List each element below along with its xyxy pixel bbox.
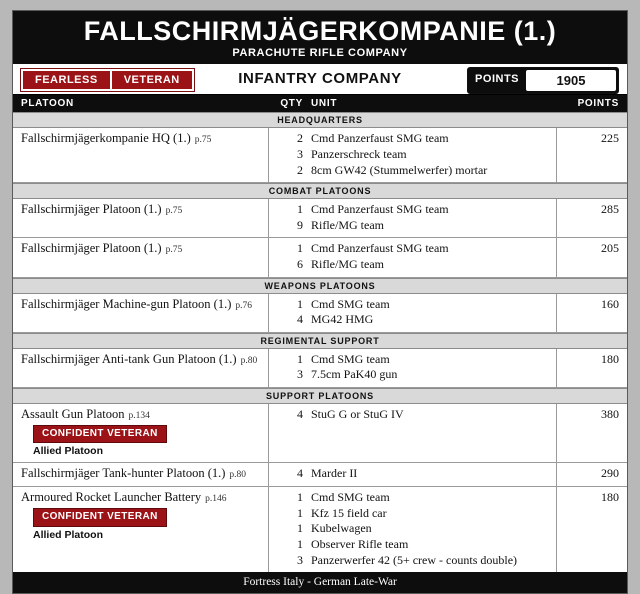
unit-entry: Cmd Panzerfaust SMG team bbox=[311, 202, 449, 217]
qty-cell bbox=[269, 199, 303, 237]
points-cell: 205 bbox=[601, 241, 619, 256]
unit-entry: Kfz 15 field car bbox=[311, 505, 387, 520]
platoon-name: Fallschirmjäger Platoon (1.) bbox=[21, 241, 162, 256]
unit-cell bbox=[303, 199, 557, 237]
column-header-unit: UNIT bbox=[311, 98, 338, 110]
unit-entry: Kubelwagen bbox=[311, 521, 372, 536]
section-band: COMBAT PLATOONS bbox=[13, 183, 627, 199]
platoon-cell bbox=[13, 294, 269, 332]
points-cell: 380 bbox=[601, 406, 619, 421]
qty-value: 1 bbox=[297, 296, 303, 311]
platoon-cell bbox=[13, 487, 269, 572]
points-cell: 290 bbox=[601, 466, 619, 481]
table-row bbox=[13, 487, 627, 572]
platoon-page-ref: p.75 bbox=[165, 245, 183, 256]
points-label: POINTS bbox=[468, 68, 526, 93]
section-band: SUPPORT PLATOONS bbox=[13, 388, 627, 404]
page-subtitle: PARACHUTE RIFLE COMPANY bbox=[232, 47, 408, 60]
table-row bbox=[13, 238, 627, 277]
table-row bbox=[13, 404, 627, 464]
platoon-name: Fallschirmjägerkompanie HQ (1.) bbox=[21, 131, 191, 146]
unit-cell bbox=[303, 238, 557, 276]
points-cell: 180 bbox=[601, 351, 619, 366]
qty-value: 1 bbox=[297, 505, 303, 520]
ratings-bar bbox=[13, 64, 627, 95]
army-list-sheet bbox=[12, 10, 628, 594]
platoon-name: Assault Gun Platoon bbox=[21, 406, 125, 421]
platoon-page-ref: p.80 bbox=[240, 355, 258, 366]
table-row bbox=[13, 294, 627, 333]
qty-value: 2 bbox=[297, 162, 303, 177]
title-block bbox=[13, 11, 627, 64]
qty-value: 4 bbox=[297, 466, 303, 481]
qty-value: 1 bbox=[297, 521, 303, 536]
qty-value: 4 bbox=[297, 406, 303, 421]
points-cell: 180 bbox=[601, 490, 619, 505]
unit-entry: MG42 HMG bbox=[311, 312, 374, 327]
platoon-rating-badge: CONFIDENT VETERAN bbox=[33, 508, 167, 527]
platoon-name: Armoured Rocket Launcher Battery bbox=[21, 490, 202, 505]
platoon-name: Fallschirmjäger Anti-tank Gun Platoon (1.) bbox=[21, 351, 237, 366]
table-row bbox=[13, 128, 627, 183]
rating-badge-skill: VETERAN bbox=[110, 71, 192, 89]
qty-value: 4 bbox=[297, 312, 303, 327]
unit-cell bbox=[303, 349, 557, 387]
unit-entry: StuG G or StuG IV bbox=[311, 406, 404, 421]
sheet-footer: Fortress Italy - German Late-War bbox=[13, 572, 627, 593]
allied-platoon-label: Allied Platoon bbox=[33, 528, 104, 541]
table-row bbox=[13, 463, 627, 487]
points-total-value: 1905 bbox=[526, 70, 616, 91]
unit-entry: Cmd SMG team bbox=[311, 296, 390, 311]
platoon-name: Fallschirmjäger Platoon (1.) bbox=[21, 202, 162, 217]
unit-cell bbox=[303, 294, 557, 332]
platoon-page-ref: p.75 bbox=[165, 206, 183, 217]
qty-cell bbox=[269, 128, 303, 182]
unit-cell bbox=[303, 487, 557, 572]
qty-value: 3 bbox=[297, 146, 303, 161]
unit-entry: 7.5cm PaK40 gun bbox=[311, 367, 398, 382]
qty-value: 1 bbox=[297, 202, 303, 217]
qty-value: 1 bbox=[297, 490, 303, 505]
platoon-cell bbox=[13, 349, 269, 387]
qty-value: 3 bbox=[297, 367, 303, 382]
column-header-qty: QTY bbox=[280, 98, 303, 110]
unit-cell bbox=[303, 404, 557, 463]
unit-entry: Cmd Panzerfaust SMG team bbox=[311, 241, 449, 256]
points-cell: 285 bbox=[601, 202, 619, 217]
platoon-page-ref: p.76 bbox=[235, 300, 252, 311]
table-row bbox=[13, 199, 627, 238]
platoon-page-ref: p.146 bbox=[205, 494, 227, 505]
platoon-cell bbox=[13, 404, 269, 463]
points-cell: 225 bbox=[601, 131, 619, 146]
qty-value: 6 bbox=[297, 256, 303, 271]
qty-cell bbox=[269, 294, 303, 332]
qty-value: 2 bbox=[297, 131, 303, 146]
qty-cell bbox=[269, 404, 303, 463]
unit-cell bbox=[303, 463, 557, 486]
qty-cell bbox=[269, 349, 303, 387]
unit-entry: Cmd Panzerfaust SMG team bbox=[311, 131, 449, 146]
page-title: FALLSCHIRMJÄGERKOMPANIE (1.) bbox=[83, 16, 557, 46]
qty-value: 1 bbox=[297, 537, 303, 552]
column-header-platoon: PLATOON bbox=[21, 98, 74, 110]
platoon-page-ref: p.80 bbox=[229, 470, 247, 481]
army-list-body bbox=[13, 112, 627, 572]
table-column-header bbox=[13, 95, 627, 112]
qty-value: 3 bbox=[297, 552, 303, 567]
qty-cell bbox=[269, 238, 303, 276]
column-header-points: POINTS bbox=[577, 98, 619, 110]
platoon-name: Fallschirmjäger Tank-hunter Platoon (1.) bbox=[21, 466, 226, 481]
platoon-page-ref: p.134 bbox=[128, 410, 150, 421]
unit-cell bbox=[303, 128, 557, 182]
qty-value: 1 bbox=[297, 351, 303, 366]
unit-entry: 8cm GW42 (Stummelwerfer) mortar bbox=[311, 162, 488, 177]
qty-value: 1 bbox=[297, 241, 303, 256]
platoon-rating-badge: CONFIDENT VETERAN bbox=[33, 425, 167, 444]
unit-entry: Marder II bbox=[311, 466, 358, 481]
platoon-cell bbox=[13, 463, 269, 486]
platoon-cell bbox=[13, 238, 269, 276]
table-row bbox=[13, 349, 627, 388]
points-cell: 160 bbox=[601, 296, 619, 311]
company-type-label: INFANTRY COMPANY bbox=[238, 70, 402, 88]
unit-entry: Cmd SMG team bbox=[311, 351, 390, 366]
unit-entry: Observer Rifle team bbox=[311, 537, 409, 552]
platoon-name: Fallschirmjäger Machine-gun Platoon (1.) bbox=[21, 296, 232, 311]
unit-entry: Rifle/MG team bbox=[311, 256, 384, 271]
section-band: REGIMENTAL SUPPORT bbox=[13, 333, 627, 349]
unit-entry: Cmd SMG team bbox=[311, 490, 390, 505]
section-band: WEAPONS PLATOONS bbox=[13, 278, 627, 294]
unit-entry: Panzerwerfer 42 (5+ crew - counts double) bbox=[311, 552, 518, 567]
qty-cell bbox=[269, 463, 303, 486]
section-band: HEADQUARTERS bbox=[13, 112, 627, 128]
rating-badge-motivation: FEARLESS bbox=[23, 71, 110, 89]
platoon-cell bbox=[13, 128, 269, 182]
platoon-page-ref: p.75 bbox=[194, 135, 212, 146]
unit-entry: Panzerschreck team bbox=[311, 146, 407, 161]
allied-platoon-label: Allied Platoon bbox=[33, 445, 104, 458]
platoon-cell bbox=[13, 199, 269, 237]
qty-cell bbox=[269, 487, 303, 572]
points-total-group bbox=[467, 67, 619, 94]
unit-entry: Rifle/MG team bbox=[311, 217, 384, 232]
qty-value: 9 bbox=[297, 217, 303, 232]
